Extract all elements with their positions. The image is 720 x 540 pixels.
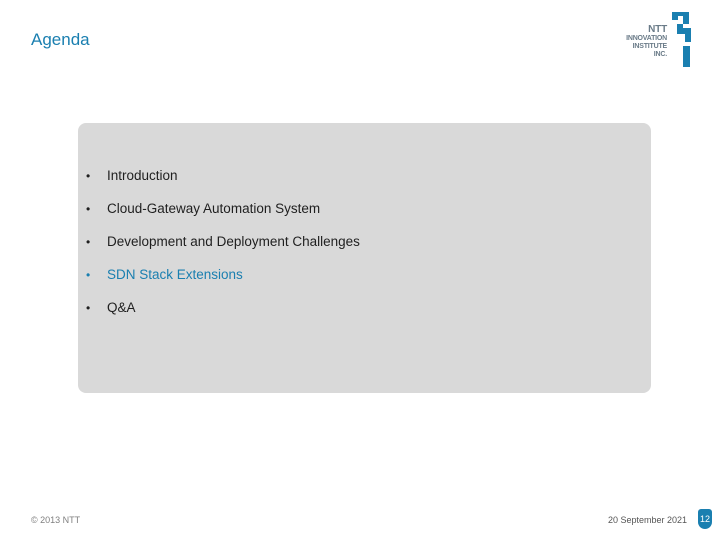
logo-line-inc: INC. — [653, 51, 667, 58]
agenda-item-label: SDN Stack Extensions — [107, 267, 243, 282]
footer-date: 20 September 2021 — [607, 515, 687, 525]
agenda-item-cloud-gateway — [86, 200, 360, 233]
logo-mark-icon — [669, 10, 695, 68]
agenda-item-label: Cloud-Gateway Automation System — [107, 201, 321, 216]
agenda-item-introduction — [86, 167, 360, 200]
agenda-item-label: Development and Deployment Challenges — [107, 234, 360, 249]
logo-line-ntt: NTT — [648, 24, 667, 35]
agenda-box — [78, 123, 651, 393]
ntt-innovation-institute-logo — [615, 10, 695, 70]
bullet: • — [86, 301, 91, 315]
bullet: • — [86, 235, 91, 249]
copyright-text: © 2013 NTT — [31, 515, 81, 525]
logo-line-innovation: INNOVATION — [626, 35, 667, 42]
bullet: • — [86, 202, 91, 216]
bullet: • — [86, 169, 91, 183]
agenda-item-qa — [86, 299, 360, 332]
logo-text — [626, 24, 667, 59]
agenda-item-label: Q&A — [107, 300, 136, 315]
bullet: • — [86, 268, 91, 282]
agenda-item-development — [86, 233, 360, 266]
agenda-item-label: Introduction — [107, 168, 178, 183]
slide-title: Agenda — [31, 30, 90, 49]
agenda-list — [86, 167, 360, 332]
logo-line-institute: INSTITUTE — [632, 43, 667, 50]
page-number-badge: 12 — [698, 509, 712, 529]
agenda-item-sdn-stack-current — [86, 266, 360, 299]
